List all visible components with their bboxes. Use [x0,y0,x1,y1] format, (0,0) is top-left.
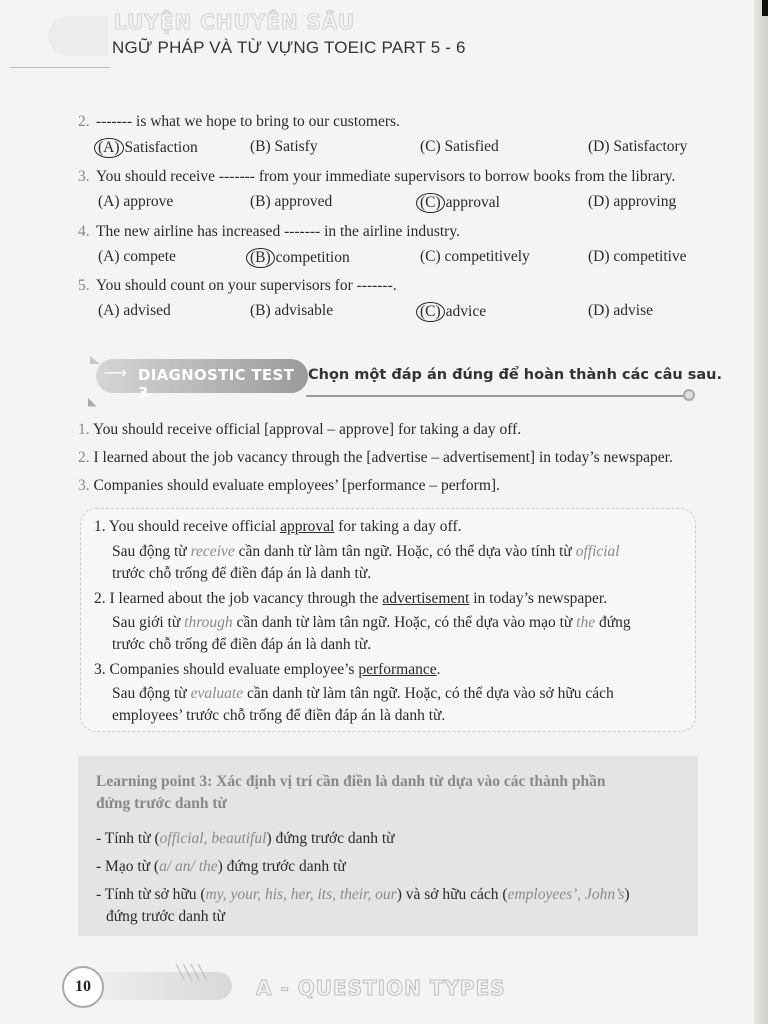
answer-circle: (B) [246,248,275,268]
answer-key: advertisement [382,590,470,607]
option-c: (C) competitively [420,248,530,265]
page-number: 10 [62,966,104,1008]
header-rule [10,67,110,68]
banner-rule [306,395,686,397]
option-d: (D) Satisfactory [588,138,688,155]
diagnostic-label: DIAGNOSTIC TEST 3 [138,366,295,402]
answer-circle: (C) [416,302,445,322]
option-d: (D) approving [588,193,677,210]
question-3 [78,168,675,186]
header-tab-shape [48,16,108,56]
explanation-3-line-1: Sau động từ evaluate cần danh từ làm tân ngữ. Hoặc, có thể dựa vào sở hữu cách [112,685,614,702]
question-number: 4. [78,223,90,240]
arrow-right-icon: ⟶ [104,363,127,382]
learning-point-bullet-1: - Tính từ (official, beautiful) đứng trước danh từ [96,830,395,847]
answer-3: 3. Companies should evaluate employee’s performance. [94,661,441,678]
answer-circle: (C) [416,193,445,213]
question-number: 2. [78,113,90,130]
question-stem: You should receive ------- from your immediate supervisors to borrow books from the library. [96,168,676,185]
banner-notch [90,356,100,364]
diagnostic-item-3: 3. Companies should evaluate employees’ [performance – perform]. [78,477,500,494]
diagnostic-banner [90,356,300,402]
answer-circle: (A) [94,138,124,158]
series-title: LUYỆN CHUYÊN SÂU [114,10,356,34]
learning-point-bullet-2: - Mạo từ (a/ an/ the) đứng trước danh từ [96,858,346,875]
question-stem: The new airline has increased ------- in the airline industry. [96,223,460,240]
answer-key: approval [280,518,335,535]
answer-2: 2. I learned about the job vacancy through the advertisement in today’s newspaper. [94,590,608,607]
learning-point-title-cont: đứng trước danh từ [96,795,227,812]
explanation-2-line-2: trước chỗ trống để điền đáp án là danh từ. [112,636,372,653]
question-5 [78,277,397,295]
option-c: (C) advice [420,302,486,322]
section-title: A - QUESTION TYPES [256,976,506,1000]
explanation-1-line-2: trước chỗ trống để điền đáp án là danh từ. [112,565,372,582]
question-stem: ------- is what we hope to bring to our customers. [96,113,400,130]
scan-shadow [762,0,768,16]
page-number-bar [82,972,232,1000]
corner-mark-icon: ◣ [88,395,97,408]
option-b: (B) advisable [250,302,334,319]
explanation-3-line-2: employees’ trước chỗ trống để điền đáp án là danh từ. [112,707,446,724]
option-a: (A) approve [98,193,174,210]
option-c: (C) approval [420,193,500,213]
option-b: (B) competition [250,248,350,268]
option-c: (C) Satisfied [420,138,499,155]
option-a: (A) compete [98,248,176,265]
question-2 [78,113,400,131]
question-number: 3. [78,168,90,185]
explanation-2-line-1: Sau giới từ through cần danh từ làm tân ngữ. Hoặc, có thể dựa vào mạo từ the đứng [112,614,631,631]
diagnostic-instruction: Chọn một đáp án đúng để hoàn thành các câu sau. [308,367,723,383]
learning-point-title: Learning point 3: Xác định vị trí cần điền là danh từ dựa vào các thành phần [96,773,606,790]
option-d: (D) advise [588,302,653,319]
option-b: (B) Satisfy [250,138,318,155]
rule-end-dot-icon [683,389,695,401]
diagnostic-item-2: 2. I learned about the job vacancy through the [advertise – advertisement] in today’s newspaper. [78,449,673,466]
question-number: 5. [78,277,90,294]
learning-point-bullet-3-cont: đứng trước danh từ [106,908,226,925]
option-b: (B) approved [250,193,333,210]
stripes-decoration-icon: ╲╲╲╲ [176,965,206,981]
book-subtitle: NGỮ PHÁP VÀ TỪ VỰNG TOEIC PART 5 - 6 [112,38,466,57]
learning-point-bullet-3: - Tính từ sở hữu (my, your, his, her, its, their, our) và sở hữu cách (employees’, John’s) [96,886,630,903]
option-d: (D) competitive [588,248,687,265]
question-4 [78,223,460,241]
page-edge [754,0,768,1024]
diagnostic-item-1: 1. You should receive official [approval – approve] for taking a day off. [78,421,522,438]
option-a: (A) advised [98,302,171,319]
answer-1: 1. You should receive official approval for taking a day off. [94,518,462,535]
option-a: (A) Satisfaction [98,138,198,158]
explanation-1-line-1: Sau động từ receive cần danh từ làm tân ngữ. Hoặc, có thể dựa vào tính từ official [112,543,620,560]
answer-key: performance [358,661,437,678]
question-stem: You should count on your supervisors for -------. [96,277,397,294]
